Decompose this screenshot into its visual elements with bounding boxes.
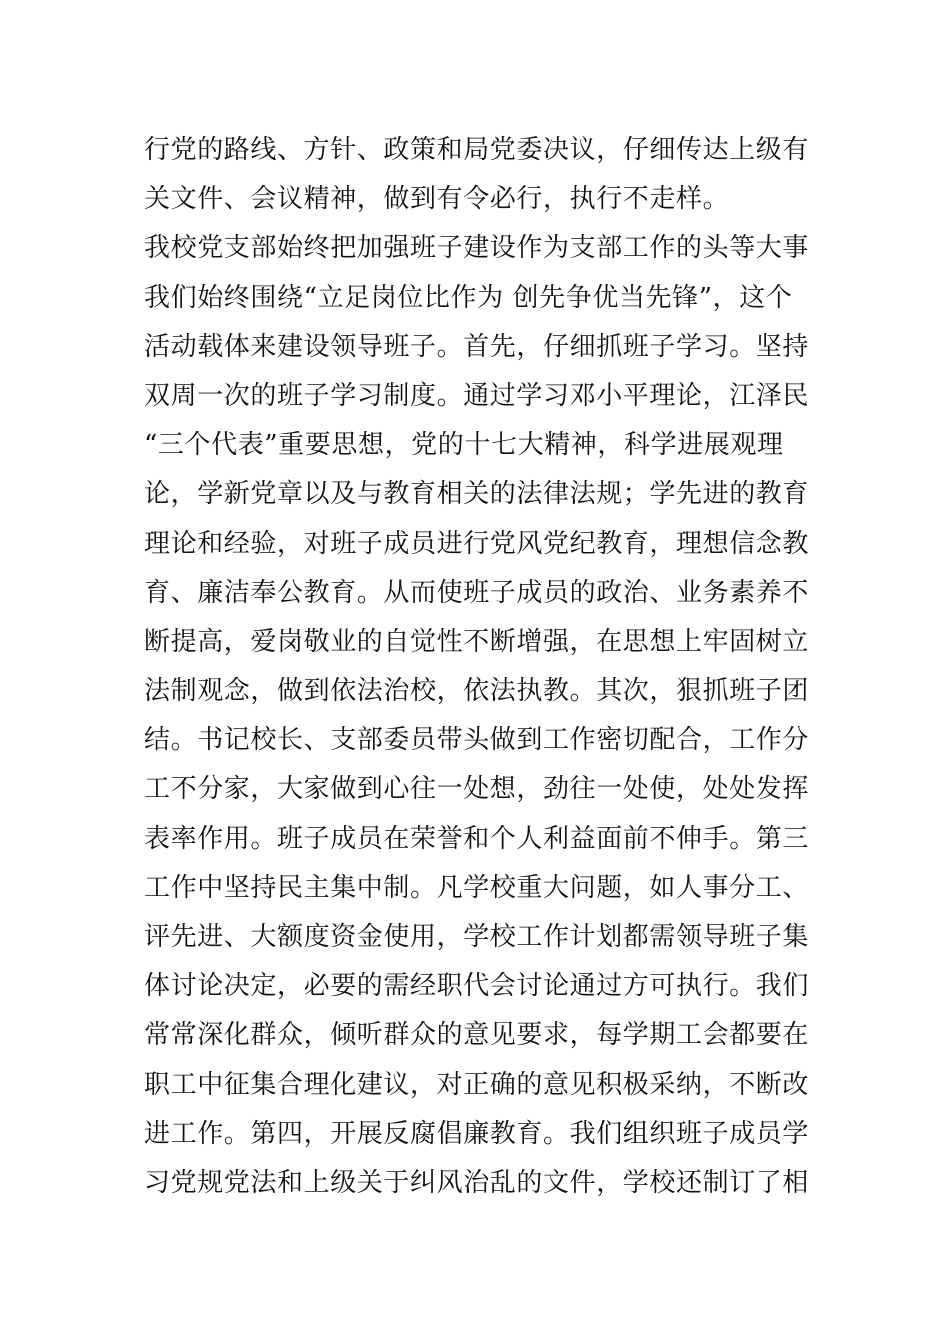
text-line: “三个代表”重要思想，党的十七大精神，科学进展观理 [144, 430, 784, 461]
text-line: 体讨论决定，必要的需经职代会讨论通过方可执行。我们 [144, 971, 810, 1002]
text-line: 工不分家，大家做到心往一处想，劲往一处使，处处发挥 [144, 774, 810, 805]
text-line: 双周一次的班子学习制度。通过学习邓小平理论，江泽民 [144, 380, 810, 411]
text-line: 理论和经验，对班子成员进行党风党纪教育，理想信念教 [144, 528, 810, 559]
text-line: 常常深化群众，倾听群众的意见要求，每学期工会都要在 [144, 1020, 810, 1051]
text-line: 论，学新党章以及与教育相关的法律法规；学先进的教育 [144, 479, 810, 510]
text-line: 活动载体来建设领导班子。首先，仔细抓班子学习。坚持 [144, 331, 810, 362]
text-line: 行党的路线、方针、政策和局党委决议，仔细传达上级有 [144, 135, 810, 165]
body-text [144, 126, 814, 1208]
text-line: 关文件、会议精神，做到有令必行，执行不走样。 [144, 184, 730, 215]
text-line: 结。书记校长、支部委员带头做到工作密切配合，工作分 [144, 725, 810, 756]
text-line: 育、廉洁奉公教育。从而使班子成员的政治、业务素养不 [144, 577, 810, 608]
text-line: 职工中征集合理化建议，对正确的意见积极采纳，不断改 [144, 1069, 810, 1100]
text-line: 我们始终围绕“立足岗位比作为 创先争优当先锋”，这个 [144, 282, 793, 313]
text-line: 进工作。第四，开展反腐倡廉教育。我们组织班子成员学 [144, 1118, 810, 1149]
text-line: 法制观念，做到依法治校，依法执教。其次，狠抓班子团 [144, 676, 810, 707]
text-line: 表率作用。班子成员在荣誉和个人利益面前不伸手。第三 [144, 823, 810, 854]
text-line: 我校党支部始终把加强班子建设作为支部工作的头等大事 [144, 233, 810, 264]
text-line: 习党规党法和上级关于纠风治乱的文件，学校还制订了相 [144, 1167, 810, 1198]
text-line: 断提高，爱岗敬业的自觉性不断增强，在思想上牢固树立 [144, 626, 810, 657]
text-line: 评先进、大额度资金使用，学校工作计划都需领导班子集 [144, 922, 810, 952]
text-line: 工作中坚持民主集中制。凡学校重大问题，如人事分工、 [144, 872, 810, 903]
